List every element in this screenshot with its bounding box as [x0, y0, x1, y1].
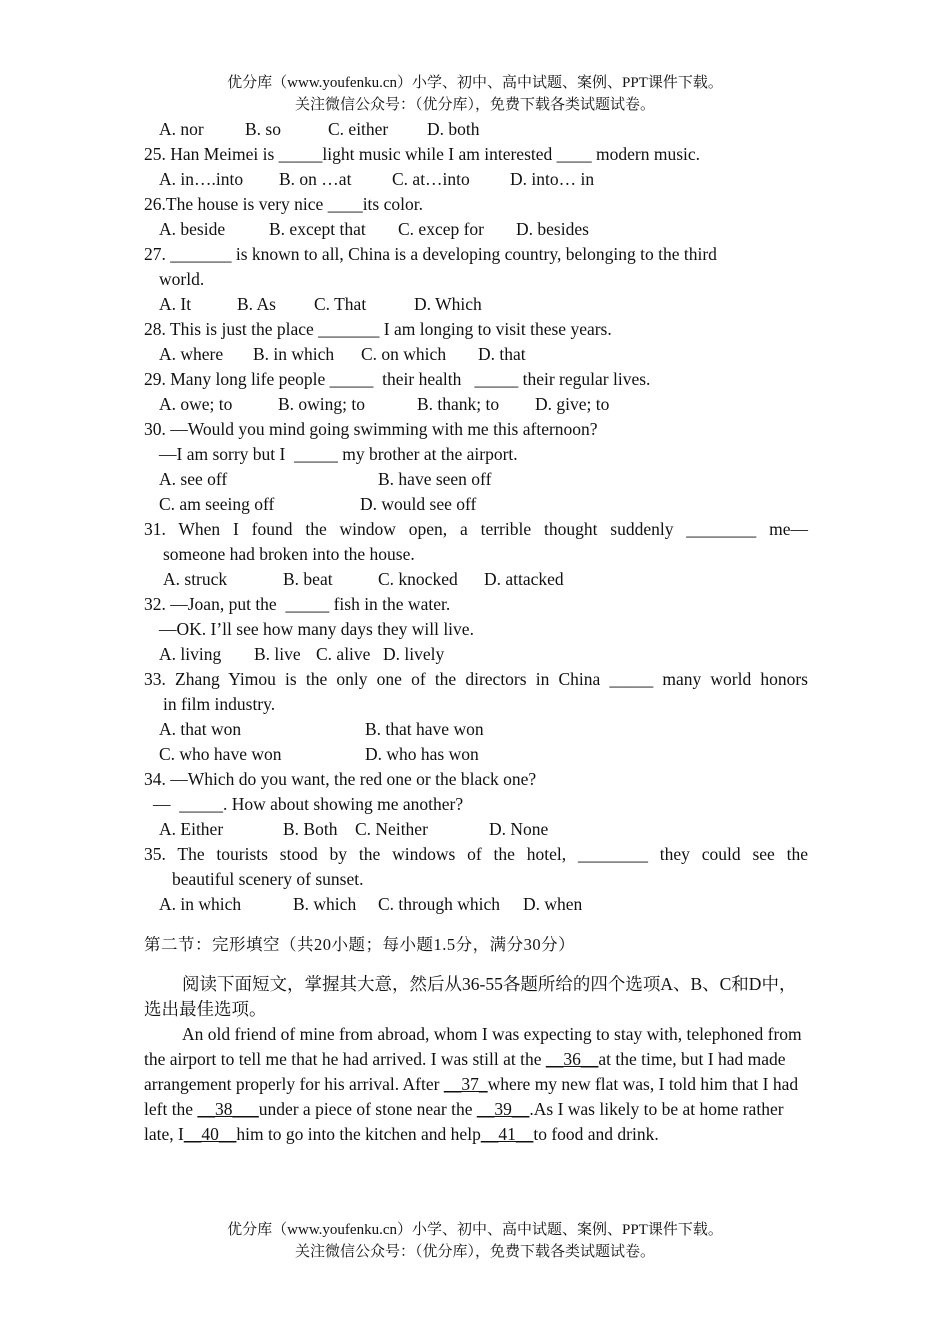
option: D. who has won: [365, 744, 479, 764]
passage-text: where my new flat was, I told him that I had left the: [144, 1074, 799, 1119]
q35-stem: 35. The tourists stood by the windows of the hotel, ________ they could see the: [144, 844, 808, 864]
passage-text: An old friend of mine from abroad, whom I was expecting to stay with, telephoned from the airport to tell me that he had arrived. I was still at the: [144, 1024, 802, 1069]
option: D. when: [523, 894, 583, 914]
option: A. Either: [159, 819, 224, 839]
passage-text: at the time, but I had made arrangement properly for his arrival. After: [144, 1049, 786, 1094]
q33-options-row1: [144, 717, 808, 742]
option: A. It: [159, 294, 192, 314]
option: D. both: [427, 119, 480, 139]
q34-stem: 34. —Which do you want, the red one or the black one?: [144, 769, 537, 789]
blank-37: __37_: [443, 1074, 488, 1094]
option: C. on which: [361, 344, 447, 364]
option: D. None: [489, 819, 549, 839]
q32-stem: 32. —Joan, put the _____ fish in the water.: [144, 594, 451, 614]
q35-options: [144, 892, 808, 917]
option: C. That: [314, 294, 367, 314]
q33-options-row2: [144, 742, 808, 767]
q32-reply: —OK. I’ll see how many days they will live.: [159, 619, 474, 639]
option: A. that won: [159, 719, 242, 739]
option: B. Both: [283, 819, 338, 839]
option: A. in which: [159, 894, 242, 914]
option: C. am seeing off: [159, 494, 275, 514]
cloze-passage: [144, 1022, 808, 1147]
option: D. Which: [414, 294, 482, 314]
q28-stem: 28. This is just the place _______ I am longing to visit these years.: [144, 319, 612, 339]
q34-options: [144, 817, 808, 842]
page-footer: [0, 1219, 950, 1263]
passage-text: .As I was likely to be at home rather late, I: [144, 1099, 784, 1144]
option: B. beat: [283, 569, 333, 589]
option: B. so: [245, 119, 281, 139]
option: C. either: [328, 119, 389, 139]
option: B. have seen off: [378, 469, 492, 489]
exam-content: [144, 117, 808, 1147]
q26-options: [144, 217, 808, 242]
q25-options: [144, 167, 808, 192]
option: B. owing; to: [278, 394, 366, 414]
q33-stem: 33. Zhang Yimou is the only one of the directors in China _____ many world honors: [144, 669, 808, 689]
option: B. on …at: [279, 169, 352, 189]
option: D. give; to: [535, 394, 610, 414]
option: A. see off: [159, 469, 228, 489]
option: D. attacked: [484, 569, 564, 589]
option: D. lively: [383, 644, 445, 664]
q29-stem: 29. Many long life people _____ their health _____ their regular lives.: [144, 369, 651, 389]
q35-stem-continued: beautiful scenery of sunset.: [172, 869, 364, 889]
option: C. knocked: [378, 569, 458, 589]
option: D. besides: [516, 219, 589, 239]
q31-stem-continued: someone had broken into the house.: [163, 544, 415, 564]
blank-38: __38___: [197, 1099, 259, 1119]
option: A. nor: [159, 119, 204, 139]
footer-line-2: 关注微信公众号：（优分库），免费下载各类试题试卷。: [294, 1244, 655, 1260]
option: B. in which: [253, 344, 335, 364]
option: A. owe; to: [159, 394, 233, 414]
option: A. living: [159, 644, 222, 664]
q26-stem: 26.The house is very nice ____its color.: [144, 194, 423, 214]
option: A. where: [159, 344, 224, 364]
q31-stem: 31. When I found the window open, a terrible thought suddenly ________ me—: [144, 519, 808, 539]
q27-stem-continued: world.: [159, 269, 205, 289]
q30-options-row2: [144, 492, 808, 517]
option: B. thank; to: [417, 394, 500, 414]
option: C. at…into: [392, 169, 470, 189]
option: C. excep for: [398, 219, 485, 239]
option: D. into… in: [510, 169, 595, 189]
blank-41: __41__: [480, 1124, 534, 1144]
section-instruction: 阅读下面短文，掌握其大意，然后从36-55各题所给的四个选项A、B、C和D中，选出最佳选项。: [144, 974, 797, 1019]
q24-options: [144, 117, 808, 142]
option: B. As: [237, 294, 276, 314]
option: B. that have won: [365, 719, 484, 739]
q32-options: [144, 642, 808, 667]
footer-line-1: 优分库（www.youfenku.cn）小学、初中、高中试题、案例、PPT课件下载。: [227, 1222, 723, 1238]
blank-40: __40__: [183, 1124, 237, 1144]
option: A. beside: [159, 219, 226, 239]
page-header: [0, 72, 950, 116]
option: B. except that: [269, 219, 366, 239]
passage-text: to food and drink.: [533, 1124, 659, 1144]
q29-options: [144, 392, 808, 417]
option: D. that: [478, 344, 526, 364]
section-title: 第二节：完形填空（共20小题；每小题1.5分，满分30分）: [144, 935, 576, 954]
q30-stem: 30. —Would you mind going swimming with me this afternoon?: [144, 419, 598, 439]
q30-options-row1: [144, 467, 808, 492]
passage-text: him to go into the kitchen and help: [236, 1124, 481, 1144]
option: C. who have won: [159, 744, 282, 764]
passage-text: under a piece of stone near the: [258, 1099, 477, 1119]
option: C. Neither: [355, 819, 428, 839]
q33-stem-continued: in film industry.: [163, 694, 276, 714]
q27-stem: 27. _______ is known to all, China is a developing country, belonging to the third: [144, 244, 717, 264]
option: B. which: [293, 894, 357, 914]
q25-stem: 25. Han Meimei is _____light music while I am interested ____ modern music.: [144, 144, 701, 164]
option: B. live: [254, 644, 301, 664]
q27-options: [144, 292, 808, 317]
blank-39: __39__: [476, 1099, 530, 1119]
option: D. would see off: [360, 494, 477, 514]
q28-options: [144, 342, 808, 367]
header-line-1: 优分库（www.youfenku.cn）小学、初中、高中试题、案例、PPT课件下载。: [227, 75, 723, 91]
q30-reply: —I am sorry but I _____ my brother at the airport.: [159, 444, 518, 464]
q34-reply: — _____. How about showing me another?: [153, 794, 464, 814]
option: A. struck: [163, 569, 228, 589]
option: C. alive: [316, 644, 371, 664]
option: A. in….into: [159, 169, 244, 189]
q31-options: [144, 567, 808, 592]
header-line-2: 关注微信公众号：（优分库），免费下载各类试题试卷。: [294, 97, 655, 113]
option: C. through which: [378, 894, 501, 914]
blank-36: __36__: [545, 1049, 599, 1069]
